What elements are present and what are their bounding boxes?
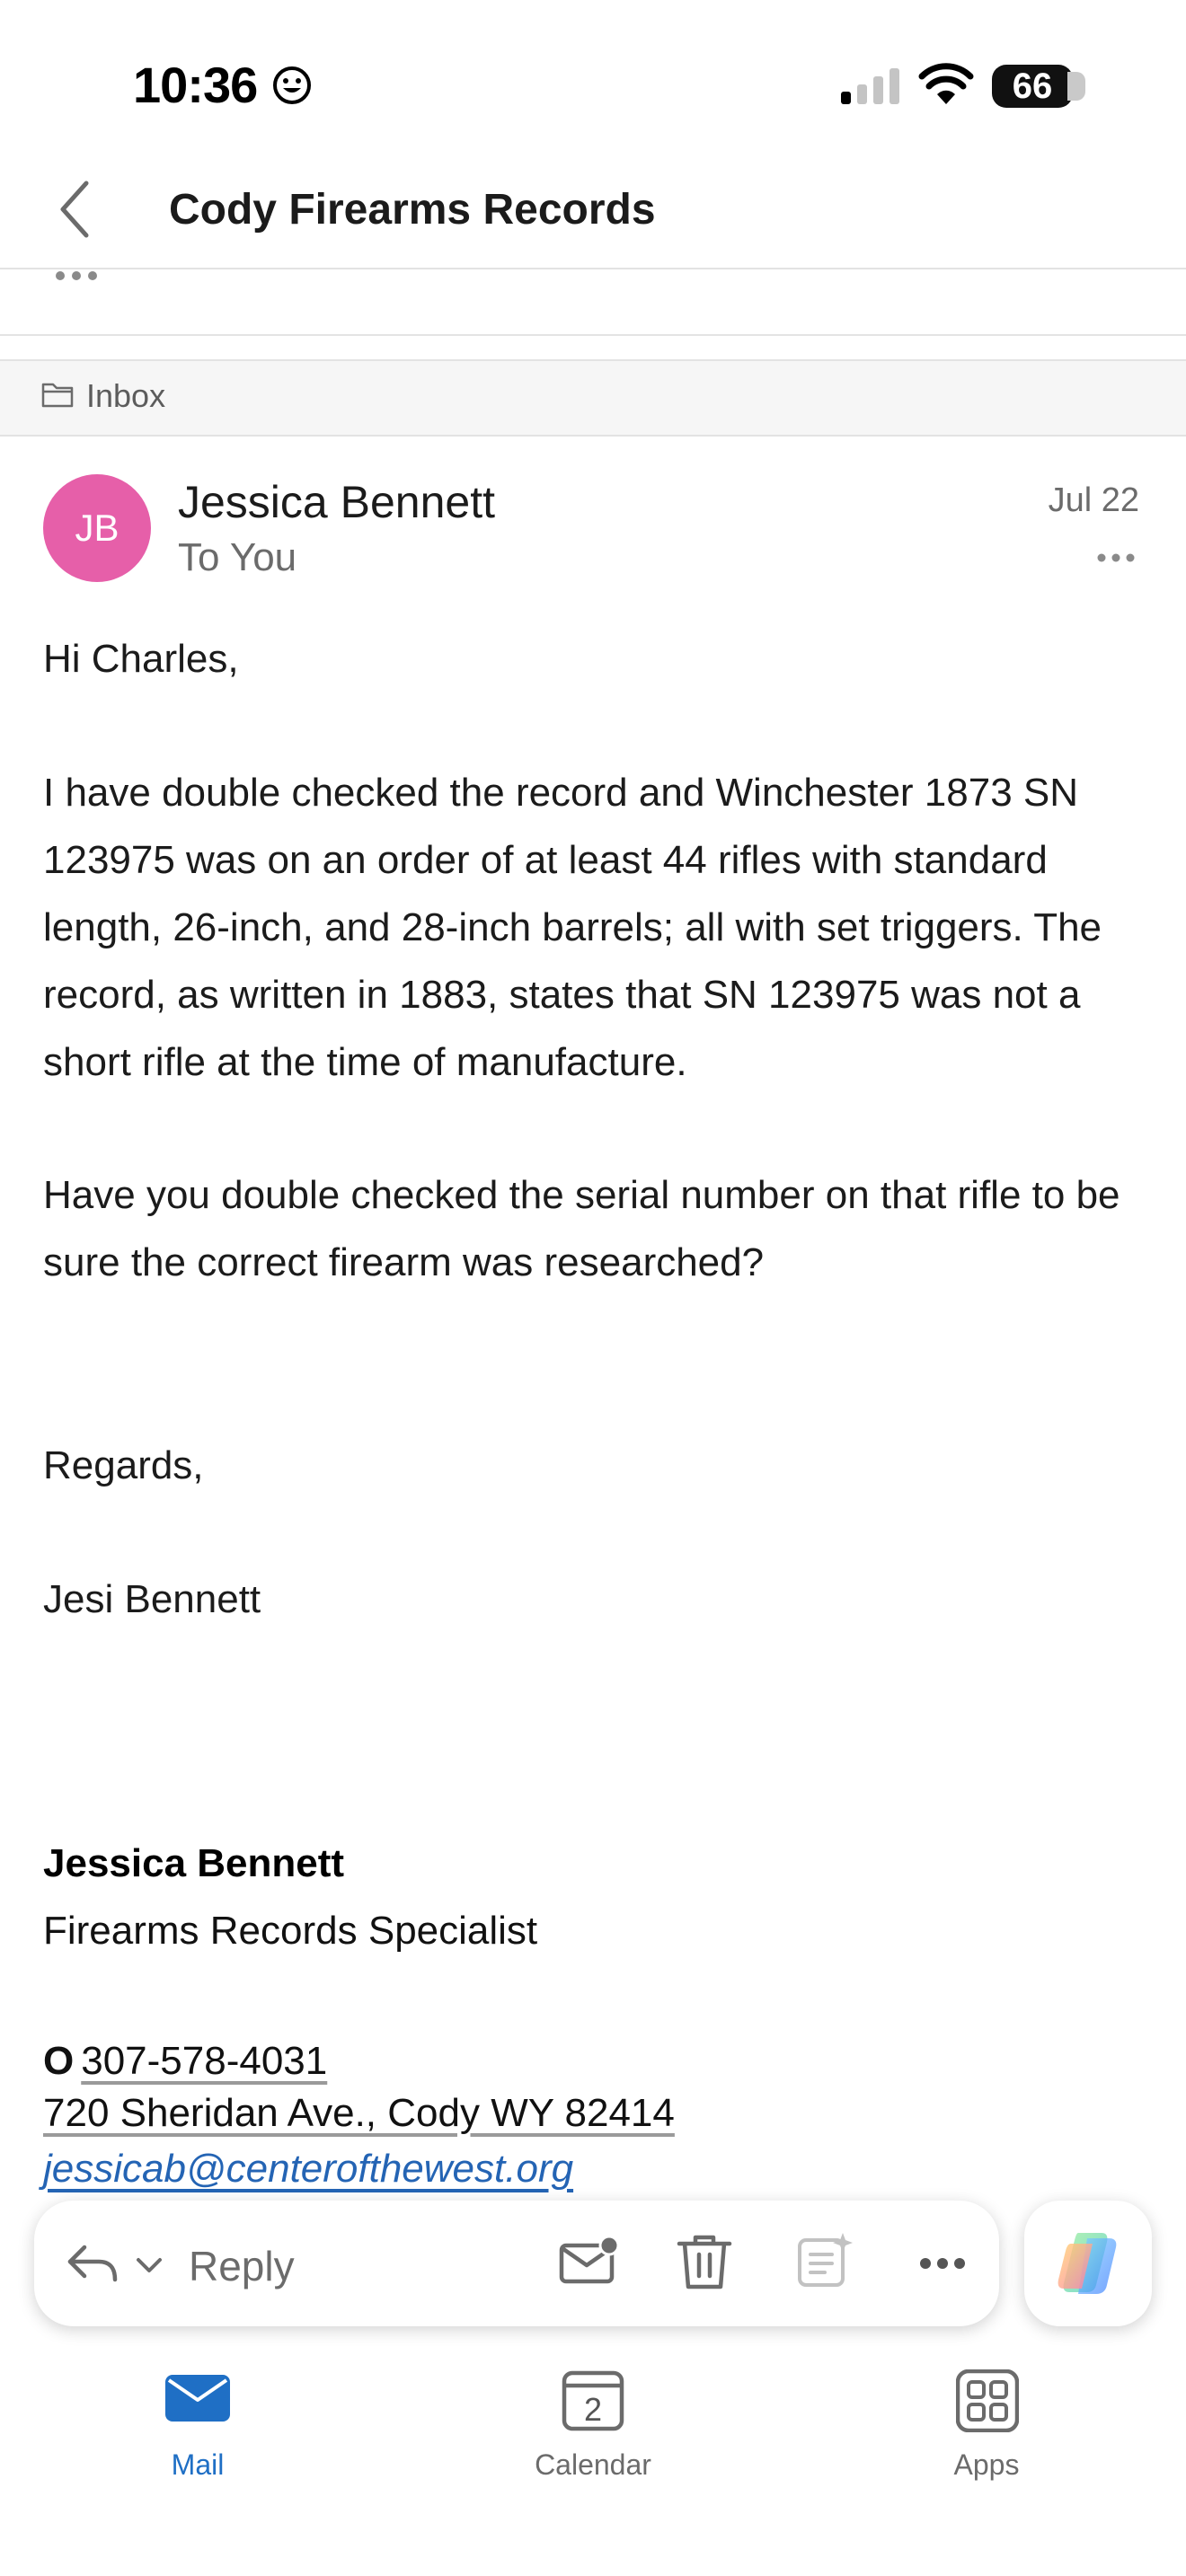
trash-icon[interactable] <box>676 2233 733 2295</box>
page-title: Cody Firearms Records <box>169 186 656 234</box>
recipient-line[interactable]: To You <box>178 535 297 579</box>
signature-title: Firearms Records Specialist <box>43 1909 538 1953</box>
wifi-icon <box>918 63 974 110</box>
phone-link[interactable]: 307-578-4031 <box>81 2039 328 2083</box>
tab-calendar[interactable]: Calendar <box>535 2448 651 2481</box>
signature-phone-row <box>43 2039 327 2084</box>
folder-bar <box>0 359 1186 437</box>
battery-tip <box>1067 72 1085 101</box>
reply-options-chevron-icon[interactable] <box>135 2256 164 2279</box>
thread-divider <box>0 334 1186 336</box>
body-paragraph-1: I have double checked the record and Winchester 1873 SN 123975 was on an order of at least 44 rifles with standard length, 26-inch, and 28-inch barrels; all with set triggers. The record, as written in 1883, states that SN 123975 was not a short rifle at the time of manufacture. <box>43 771 1102 1084</box>
message-more-icon[interactable] <box>1096 551 1136 568</box>
header-divider <box>0 268 1186 269</box>
phone-prefix: O <box>43 2039 75 2083</box>
summarize-icon[interactable] <box>796 2231 855 2295</box>
sender-name[interactable]: Jessica Bennett <box>178 477 495 527</box>
signoff: Jesi Bennett <box>43 1577 261 1621</box>
email-link[interactable]: jessicab@centerofthewest.org <box>43 2147 574 2191</box>
status-time: 10:36 <box>133 57 258 113</box>
focus-smiley-icon <box>271 65 313 110</box>
message-date: Jul 22 <box>1048 481 1139 519</box>
more-actions-icon[interactable] <box>54 269 99 287</box>
signature-name: Jessica Bennett <box>43 1841 345 1885</box>
mark-unread-icon[interactable] <box>559 2235 618 2291</box>
cellular-signal-icon <box>841 66 900 109</box>
copilot-icon <box>1051 2226 1127 2306</box>
battery-indicator: 66 <box>992 65 1073 108</box>
body-paragraph-2: Have you double checked the serial number on that rifle to be sure the correct firearm was researched? <box>43 1173 1120 1284</box>
back-chevron-icon[interactable] <box>56 180 93 243</box>
address-link[interactable]: 720 Sheridan Ave., Cody WY 82414 <box>43 2091 675 2135</box>
mail-icon[interactable] <box>164 2371 232 2430</box>
avatar[interactable]: JB <box>43 474 151 582</box>
calendar-day-number: 2 <box>583 2391 603 2428</box>
tab-apps[interactable]: Apps <box>953 2448 1020 2481</box>
toolbar-more-icon[interactable] <box>918 2256 967 2275</box>
reply-arrow-icon[interactable] <box>65 2240 119 2289</box>
folder-label[interactable]: Inbox <box>86 377 166 414</box>
tab-mail[interactable]: Mail <box>171 2448 225 2481</box>
apps-grid-icon[interactable] <box>956 2369 1019 2437</box>
greeting: Hi Charles, <box>43 637 239 681</box>
folder-icon <box>41 381 74 412</box>
closing: Regards, <box>43 1443 204 1487</box>
reply-button[interactable]: Reply <box>189 2243 295 2289</box>
